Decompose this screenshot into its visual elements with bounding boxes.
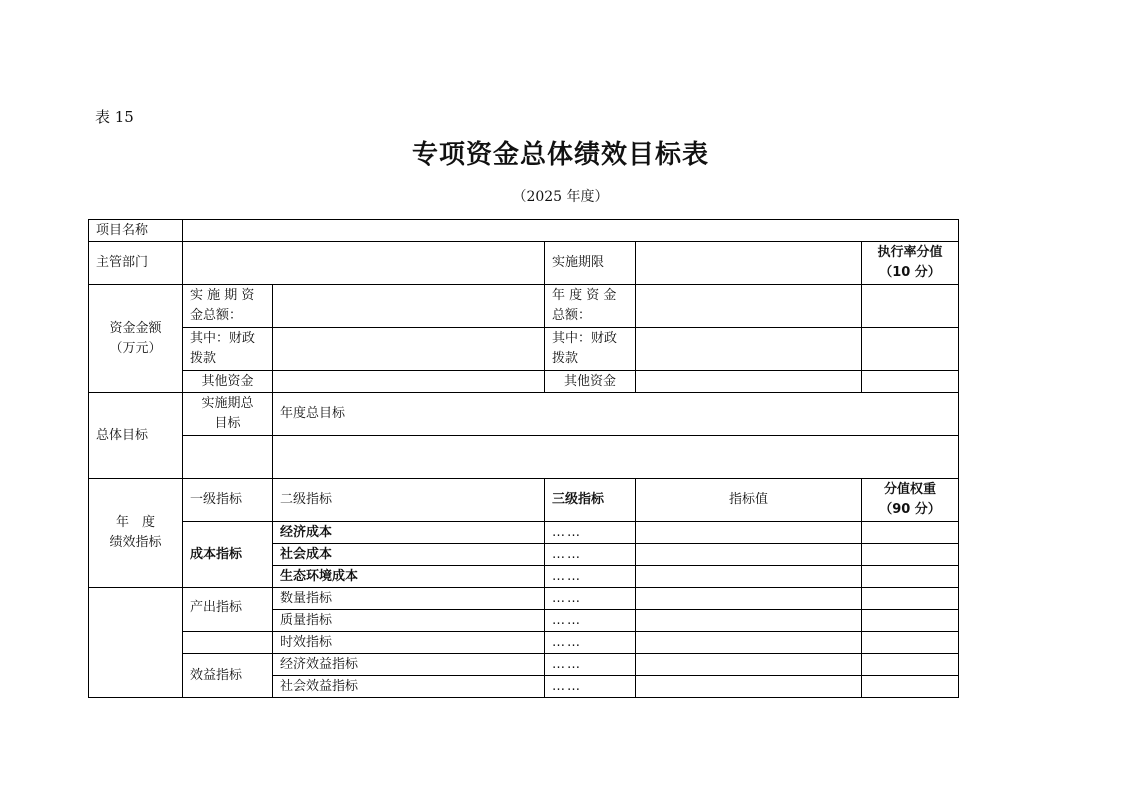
ellipsis-output-timeliness: ……	[545, 632, 636, 654]
annual-other-funds-label: 其他资金	[545, 371, 636, 393]
benefit-item-social: 社会效益指标	[273, 676, 545, 698]
annual-total-line2: 总额：	[552, 308, 592, 323]
annual-fiscal-line2: 拨款	[552, 351, 579, 366]
weight-field[interactable]	[862, 676, 959, 698]
funds-label-cell	[89, 285, 183, 393]
weight-field[interactable]	[862, 632, 959, 654]
perf-indicator-line1: 年 度	[115, 515, 155, 530]
output-item-timeliness: 时效指标	[273, 632, 545, 654]
perf-indicator-label	[89, 479, 183, 588]
annual-fiscal-line1: 其中：财政	[552, 331, 618, 346]
funds-label: 资金金额	[109, 320, 162, 336]
annual-total-field[interactable]	[636, 285, 862, 328]
value-field[interactable]	[636, 632, 862, 654]
exec-rate-label: 执行率分值	[877, 245, 943, 260]
impl-total-line2: 金总额：	[190, 308, 243, 323]
weight-points: （90 分）	[879, 502, 941, 517]
weight-field[interactable]	[862, 610, 959, 632]
exec-rate-points: （10 分）	[879, 265, 941, 280]
weight-field[interactable]	[862, 588, 959, 610]
weight-field[interactable]	[862, 566, 959, 588]
value-field[interactable]	[636, 654, 862, 676]
impl-fiscal-line2: 拨款	[190, 351, 217, 366]
annual-total-line1: 年 度 资 金	[552, 288, 617, 303]
dept-label: 主管部门	[89, 242, 183, 285]
annual-fiscal-score-field[interactable]	[862, 328, 959, 371]
document-subtitle: （2025 年度）	[512, 189, 609, 205]
annual-other-funds-field[interactable]	[636, 371, 862, 393]
impl-goal-label	[183, 393, 273, 436]
funds-unit: （万元）	[109, 340, 162, 356]
exec-rate-header	[862, 242, 959, 285]
value-field[interactable]	[636, 522, 862, 544]
ellipsis-output-quantity: ……	[545, 588, 636, 610]
col-header-level3: 三级指标	[545, 479, 636, 522]
weight-field[interactable]	[862, 544, 959, 566]
impl-total-label	[183, 285, 273, 328]
col-header-weight	[862, 479, 959, 522]
impl-goal-field[interactable]	[183, 436, 273, 479]
table-number: 表 15	[95, 108, 134, 126]
ellipsis-cost-social: ……	[545, 544, 636, 566]
col-header-value: 指标值	[636, 479, 862, 522]
benefit-item-economic: 经济效益指标	[273, 654, 545, 676]
ellipsis-output-quality: ……	[545, 610, 636, 632]
weight-field[interactable]	[862, 522, 959, 544]
value-field[interactable]	[636, 676, 862, 698]
col-header-level2: 二级指标	[273, 479, 545, 522]
period-field[interactable]	[636, 242, 862, 285]
impl-goal-line1: 实施期总	[201, 396, 254, 411]
ellipsis-benefit-economic: ……	[545, 654, 636, 676]
ellipsis-benefit-social: ……	[545, 676, 636, 698]
impl-other-funds-field[interactable]	[273, 371, 545, 393]
output-item-quantity: 数量指标	[273, 588, 545, 610]
annual-goal-label: 年度总目标	[273, 393, 959, 436]
impl-fiscal-line1: 其中：财政	[190, 331, 256, 346]
annual-goal-field[interactable]	[273, 436, 959, 479]
dept-field[interactable]	[183, 242, 545, 285]
cost-item-ecological: 生态环境成本	[273, 566, 545, 588]
col-header-level1: 一级指标	[183, 479, 273, 522]
impl-fiscal-label	[183, 328, 273, 371]
project-name-label: 项目名称	[89, 220, 183, 242]
annual-fiscal-label	[545, 328, 636, 371]
ellipsis-cost-economic: ……	[545, 522, 636, 544]
value-field[interactable]	[636, 610, 862, 632]
cost-item-economic: 经济成本	[273, 522, 545, 544]
indicator-group-blank	[89, 588, 183, 698]
annual-total-label	[545, 285, 636, 328]
annual-other-score-field[interactable]	[862, 371, 959, 393]
ellipsis-cost-ecological: ……	[545, 566, 636, 588]
value-field[interactable]	[636, 544, 862, 566]
impl-other-funds-label: 其他资金	[183, 371, 273, 393]
performance-goal-table	[88, 219, 959, 698]
annual-fiscal-field[interactable]	[636, 328, 862, 371]
impl-total-line1: 实 施 期 资	[190, 288, 255, 303]
value-field[interactable]	[636, 588, 862, 610]
annual-total-score-field[interactable]	[862, 285, 959, 328]
project-name-field[interactable]	[183, 220, 959, 242]
perf-indicator-line2: 绩效指标	[109, 535, 162, 550]
impl-fiscal-field[interactable]	[273, 328, 545, 371]
period-label: 实施期限	[545, 242, 636, 285]
output-indicator-label: 产出指标	[183, 588, 273, 632]
cost-item-social: 社会成本	[273, 544, 545, 566]
overall-goal-label: 总体目标	[89, 393, 183, 479]
output-item-quality: 质量指标	[273, 610, 545, 632]
benefit-indicator-label: 效益指标	[183, 654, 273, 698]
weight-label: 分值权重	[883, 482, 936, 497]
impl-goal-line2: 目标	[214, 416, 241, 431]
document-title: 专项资金总体绩效目标表	[411, 140, 709, 170]
impl-total-field[interactable]	[273, 285, 545, 328]
weight-field[interactable]	[862, 654, 959, 676]
cost-indicator-label: 成本指标	[183, 522, 273, 588]
value-field[interactable]	[636, 566, 862, 588]
output-level1-blank	[183, 632, 273, 654]
